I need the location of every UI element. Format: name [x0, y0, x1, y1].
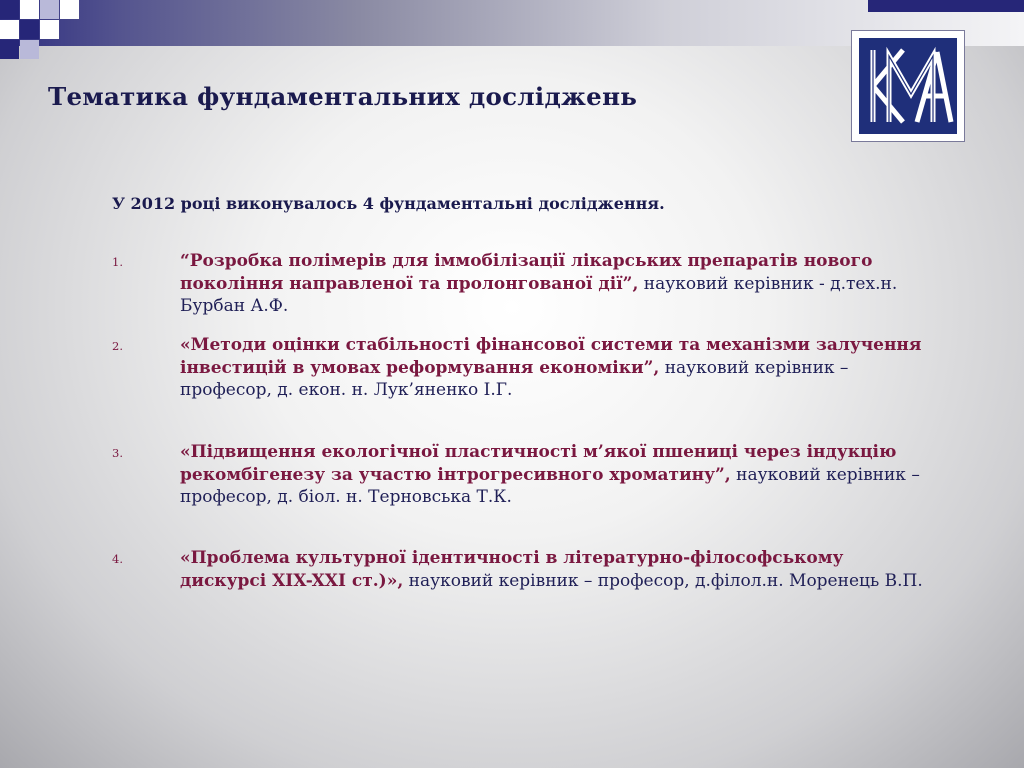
- item-number: 3.: [112, 446, 123, 460]
- intro-text: У 2012 році виконувалось 4 фундаментальні дослідження.: [112, 194, 665, 213]
- slide-title: Тематика фундаментальних досліджень: [48, 82, 638, 111]
- item-number: 2.: [112, 339, 123, 353]
- item-supervisor: науковий керівник - д.тех.н. Бурбан А.Ф.: [180, 273, 898, 316]
- item-number: 1.: [112, 255, 123, 269]
- item-text: [180, 547, 935, 592]
- item-topic: “Розробка полімерів для іммобілізації лікарських препаратів нового покоління направленої та пролонгованої дії”,: [180, 251, 873, 294]
- header-accent-bar: [868, 0, 1024, 12]
- item-topic: «Підвищення екологічної пластичності м’якої пшениці через індукцію рекомбігенезу за участю інтрогресивного хроматину”,: [180, 442, 897, 485]
- logo-field: [859, 38, 957, 134]
- kma-monogram-logo: [851, 30, 965, 142]
- item-topic: «Методи оцінки стабільності фінансової системи та механізми залучення інвестицій в умовах реформування економіки”,: [180, 335, 922, 378]
- item-text: [180, 334, 935, 402]
- logo-monogram-icon: [859, 38, 957, 134]
- item-supervisor: науковий керівник – професор, д. біол. н. Терновська Т.К.: [180, 464, 920, 507]
- item-number: 4.: [112, 552, 123, 566]
- item-topic: «Проблема культурної ідентичності в літературно-філософському дискурсі XIX-XXI ст.)»,: [180, 548, 844, 591]
- item-text: [180, 441, 935, 509]
- item-supervisor: науковий керівник – професор, д.філол.н. Моренець В.П.: [403, 570, 923, 591]
- item-text: [180, 250, 935, 318]
- item-supervisor: науковий керівник – професор, д. екон. н. Лук’яненко І.Г.: [180, 357, 849, 400]
